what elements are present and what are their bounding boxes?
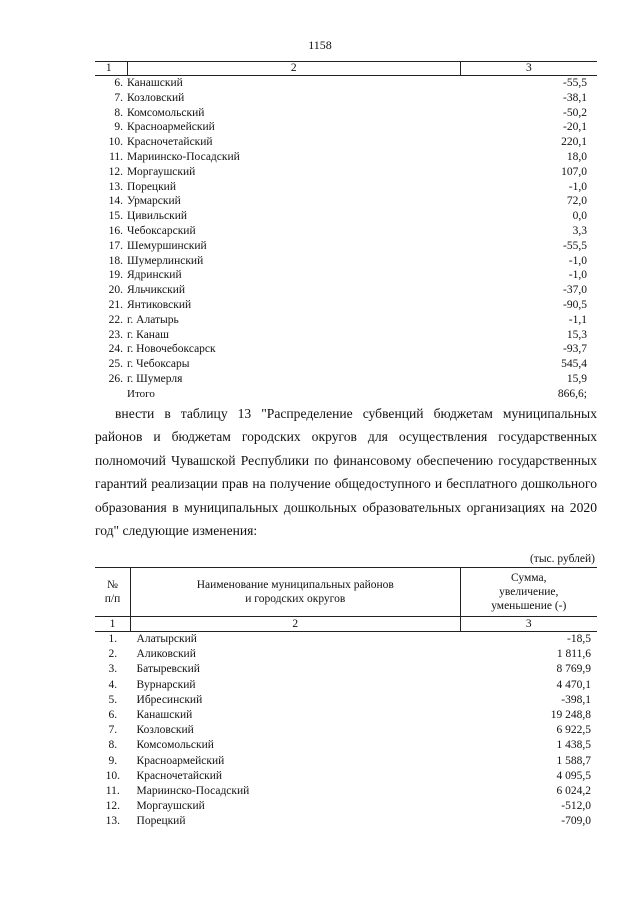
table-row [95, 799, 597, 814]
amount-value: -1,0 [568, 269, 587, 282]
row-number: 23. [108, 328, 124, 341]
column-number-2: 2 [127, 62, 460, 76]
row-number: 8. [114, 106, 124, 119]
municipality-name: Канашский [136, 709, 193, 722]
row-number: 13. [105, 815, 120, 828]
table-row [95, 76, 597, 91]
row-number: 14. [108, 195, 124, 208]
table-row [95, 647, 597, 662]
table-row [95, 632, 597, 648]
amount-value: -20,1 [563, 121, 587, 134]
municipality-name: Красноармейский [136, 754, 225, 767]
municipality-name: г. Новочебоксарск [127, 343, 216, 356]
table-row [95, 372, 597, 387]
row-number: 9. [114, 121, 124, 134]
municipality-name: Канашский [127, 77, 183, 89]
row-number: 26. [108, 372, 124, 385]
table-row [95, 239, 597, 254]
table-row [95, 180, 597, 195]
table-header [95, 568, 597, 617]
amount-value: -37,0 [563, 284, 587, 297]
row-number: 10. [108, 136, 124, 149]
row-number: 20. [108, 284, 124, 297]
row-number: 16. [108, 224, 124, 237]
table-row [95, 106, 597, 121]
amount-value: -90,5 [563, 298, 587, 311]
table-row [95, 754, 597, 769]
table-row [95, 165, 597, 180]
municipality-name: г. Шумерля [127, 372, 183, 385]
amount-value: 4 095,5 [556, 769, 591, 782]
table-row [95, 313, 597, 328]
header-name-line: Наименование муниципальных районов [196, 579, 394, 591]
amount-value: 545,4 [561, 358, 587, 371]
amount-value: -398,1 [561, 693, 591, 706]
row-number: 24. [108, 343, 124, 356]
amount-value: 6 922,5 [556, 724, 591, 737]
table-row [95, 194, 597, 209]
amount-value: -18,5 [567, 633, 591, 645]
column-number-3: 3 [460, 617, 597, 632]
table-row [95, 738, 597, 753]
amount-value: -1,0 [568, 254, 587, 267]
amendment-paragraph [95, 402, 597, 542]
row-number: 13. [108, 180, 124, 193]
municipality-name: Вурнарский [136, 678, 196, 691]
page-number: 1158 [308, 38, 332, 52]
amount-value: -1,0 [568, 180, 587, 193]
municipality-name: Козловский [127, 91, 185, 104]
row-number: 7. [114, 91, 124, 104]
municipality-name: г. Алатырь [127, 313, 179, 326]
municipality-name: г. Канаш [127, 328, 169, 341]
municipality-name: Чебоксарский [127, 224, 196, 237]
table-row [95, 254, 597, 269]
table-column-numbers [95, 62, 597, 76]
table-row [95, 150, 597, 165]
table-row [95, 708, 597, 723]
header-name [131, 568, 461, 617]
table-row [95, 357, 597, 372]
column-number-2: 2 [131, 617, 461, 632]
row-number: 1. [108, 633, 118, 645]
municipality-name: Цивильский [127, 210, 188, 223]
amount-value: -55,5 [563, 239, 587, 252]
header-number-line: п/п [104, 593, 121, 605]
municipality-name: Красночетайский [136, 769, 223, 782]
municipality-name: Алатырский [136, 633, 197, 645]
amount-value: 15,9 [566, 372, 587, 385]
amount-value: -38,1 [563, 91, 587, 104]
table-row [95, 342, 597, 357]
amount-value: 6 024,2 [556, 785, 591, 798]
header-amount-line: увеличение, [499, 586, 559, 598]
municipality-name: Урмарский [127, 195, 181, 208]
header-name-line: и городских округов [245, 593, 346, 605]
table-row [95, 120, 597, 135]
amount-value: 18,0 [566, 150, 587, 163]
row-number: 11. [105, 785, 120, 798]
row-number: 2. [108, 648, 118, 661]
municipality-name: Аликовский [136, 648, 196, 661]
amount-value: 220,1 [561, 136, 587, 149]
table-row [95, 328, 597, 343]
header-number-line: № [107, 579, 118, 591]
table-row [95, 784, 597, 799]
table-row [95, 91, 597, 106]
amount-value: -50,2 [563, 106, 587, 119]
header-amount-line: уменьшение (-) [491, 600, 567, 612]
row-number: 17. [108, 239, 124, 252]
municipality-name: Янтиковский [127, 298, 192, 311]
row-number: 8. [108, 739, 118, 752]
amount-value: -512,0 [561, 800, 591, 813]
municipality-name: Мариинско-Посадский [136, 785, 250, 798]
column-number-3: 3 [460, 62, 597, 76]
table-row [95, 814, 597, 829]
row-number: 6. [114, 77, 124, 89]
column-number-1: 1 [95, 62, 127, 76]
header-number [95, 568, 131, 617]
municipality-name: Моргаушский [127, 165, 196, 178]
column-number-1: 1 [95, 617, 131, 632]
units-label: (тыс. рублей) [529, 553, 595, 565]
total-value: 866,6; [557, 387, 587, 400]
table-row [95, 283, 597, 298]
amount-value: -1,1 [568, 313, 587, 326]
row-number: 12. [108, 165, 124, 178]
table-row [95, 224, 597, 239]
header-amount [460, 568, 597, 617]
row-number: 12. [105, 800, 120, 813]
municipality-name: Мариинско-Посадский [127, 150, 240, 163]
municipality-name: Комсомольский [136, 739, 214, 752]
table-13-changes [95, 567, 597, 830]
amount-value: 4 470,1 [556, 678, 591, 691]
municipality-name: Порецкий [136, 815, 186, 828]
amount-value: 107,0 [561, 165, 587, 178]
municipality-name: Красноармейский [127, 121, 215, 134]
table-row [95, 769, 597, 784]
amount-value: 1 438,5 [556, 739, 591, 752]
table-subventions-continued [95, 61, 597, 402]
table-row [95, 678, 597, 693]
row-number: 15. [108, 210, 124, 223]
row-number: 18. [108, 254, 124, 267]
amount-value: 1 811,6 [556, 648, 591, 661]
row-number: 22. [108, 313, 124, 326]
table-row [95, 209, 597, 224]
municipality-name: Шемуршинский [127, 239, 207, 252]
table-row [95, 693, 597, 708]
amendment-text: внести в таблицу 13 "Распределение субвенций бюджетам муниципальных районов и бюджетам городских округов для осуществления государственных полномочий Чувашской Республики по финансовому обеспечению государственных гарантий реализации прав на получение общедоступного и бесплатного дошкольного образования в муниципальных дошкольных образовательных организациях на 2020 год" следующие изменения: [95, 406, 597, 539]
amount-value: 3,3 [572, 224, 587, 237]
amount-value: -709,0 [561, 815, 591, 828]
row-number: 6. [108, 709, 118, 722]
amount-value: 72,0 [566, 195, 587, 208]
amount-value: -55,5 [563, 77, 587, 89]
municipality-name: Батыревский [136, 663, 200, 676]
municipality-name: г. Чебоксары [127, 358, 190, 371]
row-number: 9. [108, 754, 118, 767]
municipality-name: Шумерлинский [127, 254, 204, 267]
row-number: 7. [108, 724, 118, 737]
amount-value: 19 248,8 [550, 709, 591, 722]
row-number: 5. [108, 693, 118, 706]
table-row [95, 723, 597, 738]
total-number-cell [95, 387, 127, 402]
header-amount-line: Сумма, [511, 572, 547, 584]
municipality-name: Ядринский [127, 269, 182, 282]
amount-value: 0,0 [572, 210, 587, 223]
amount-value: 15,3 [566, 328, 587, 341]
amount-value: 8 769,9 [556, 663, 591, 676]
total-row [95, 387, 597, 402]
municipality-name: Комсомольский [127, 106, 205, 119]
municipality-name: Красночетайский [127, 136, 213, 149]
municipality-name: Козловский [136, 724, 194, 737]
municipality-name: Ибресинский [136, 693, 203, 706]
row-number: 21. [108, 298, 124, 311]
municipality-name: Яльчикский [127, 284, 186, 297]
row-number: 25. [108, 358, 124, 371]
municipality-name: Моргаушский [136, 800, 205, 813]
row-number: 10. [105, 769, 120, 782]
table-row [95, 662, 597, 677]
table-row [95, 135, 597, 150]
municipality-name: Порецкий [127, 180, 176, 193]
amount-value: 1 588,7 [556, 754, 591, 767]
row-number: 4. [108, 678, 118, 691]
table-column-numbers [95, 617, 597, 632]
total-label: Итого [127, 387, 155, 400]
amount-value: -93,7 [563, 343, 587, 356]
row-number: 19. [108, 269, 124, 282]
table-row [95, 298, 597, 313]
table-row [95, 268, 597, 283]
row-number: 11. [109, 150, 124, 163]
row-number: 3. [108, 663, 118, 676]
